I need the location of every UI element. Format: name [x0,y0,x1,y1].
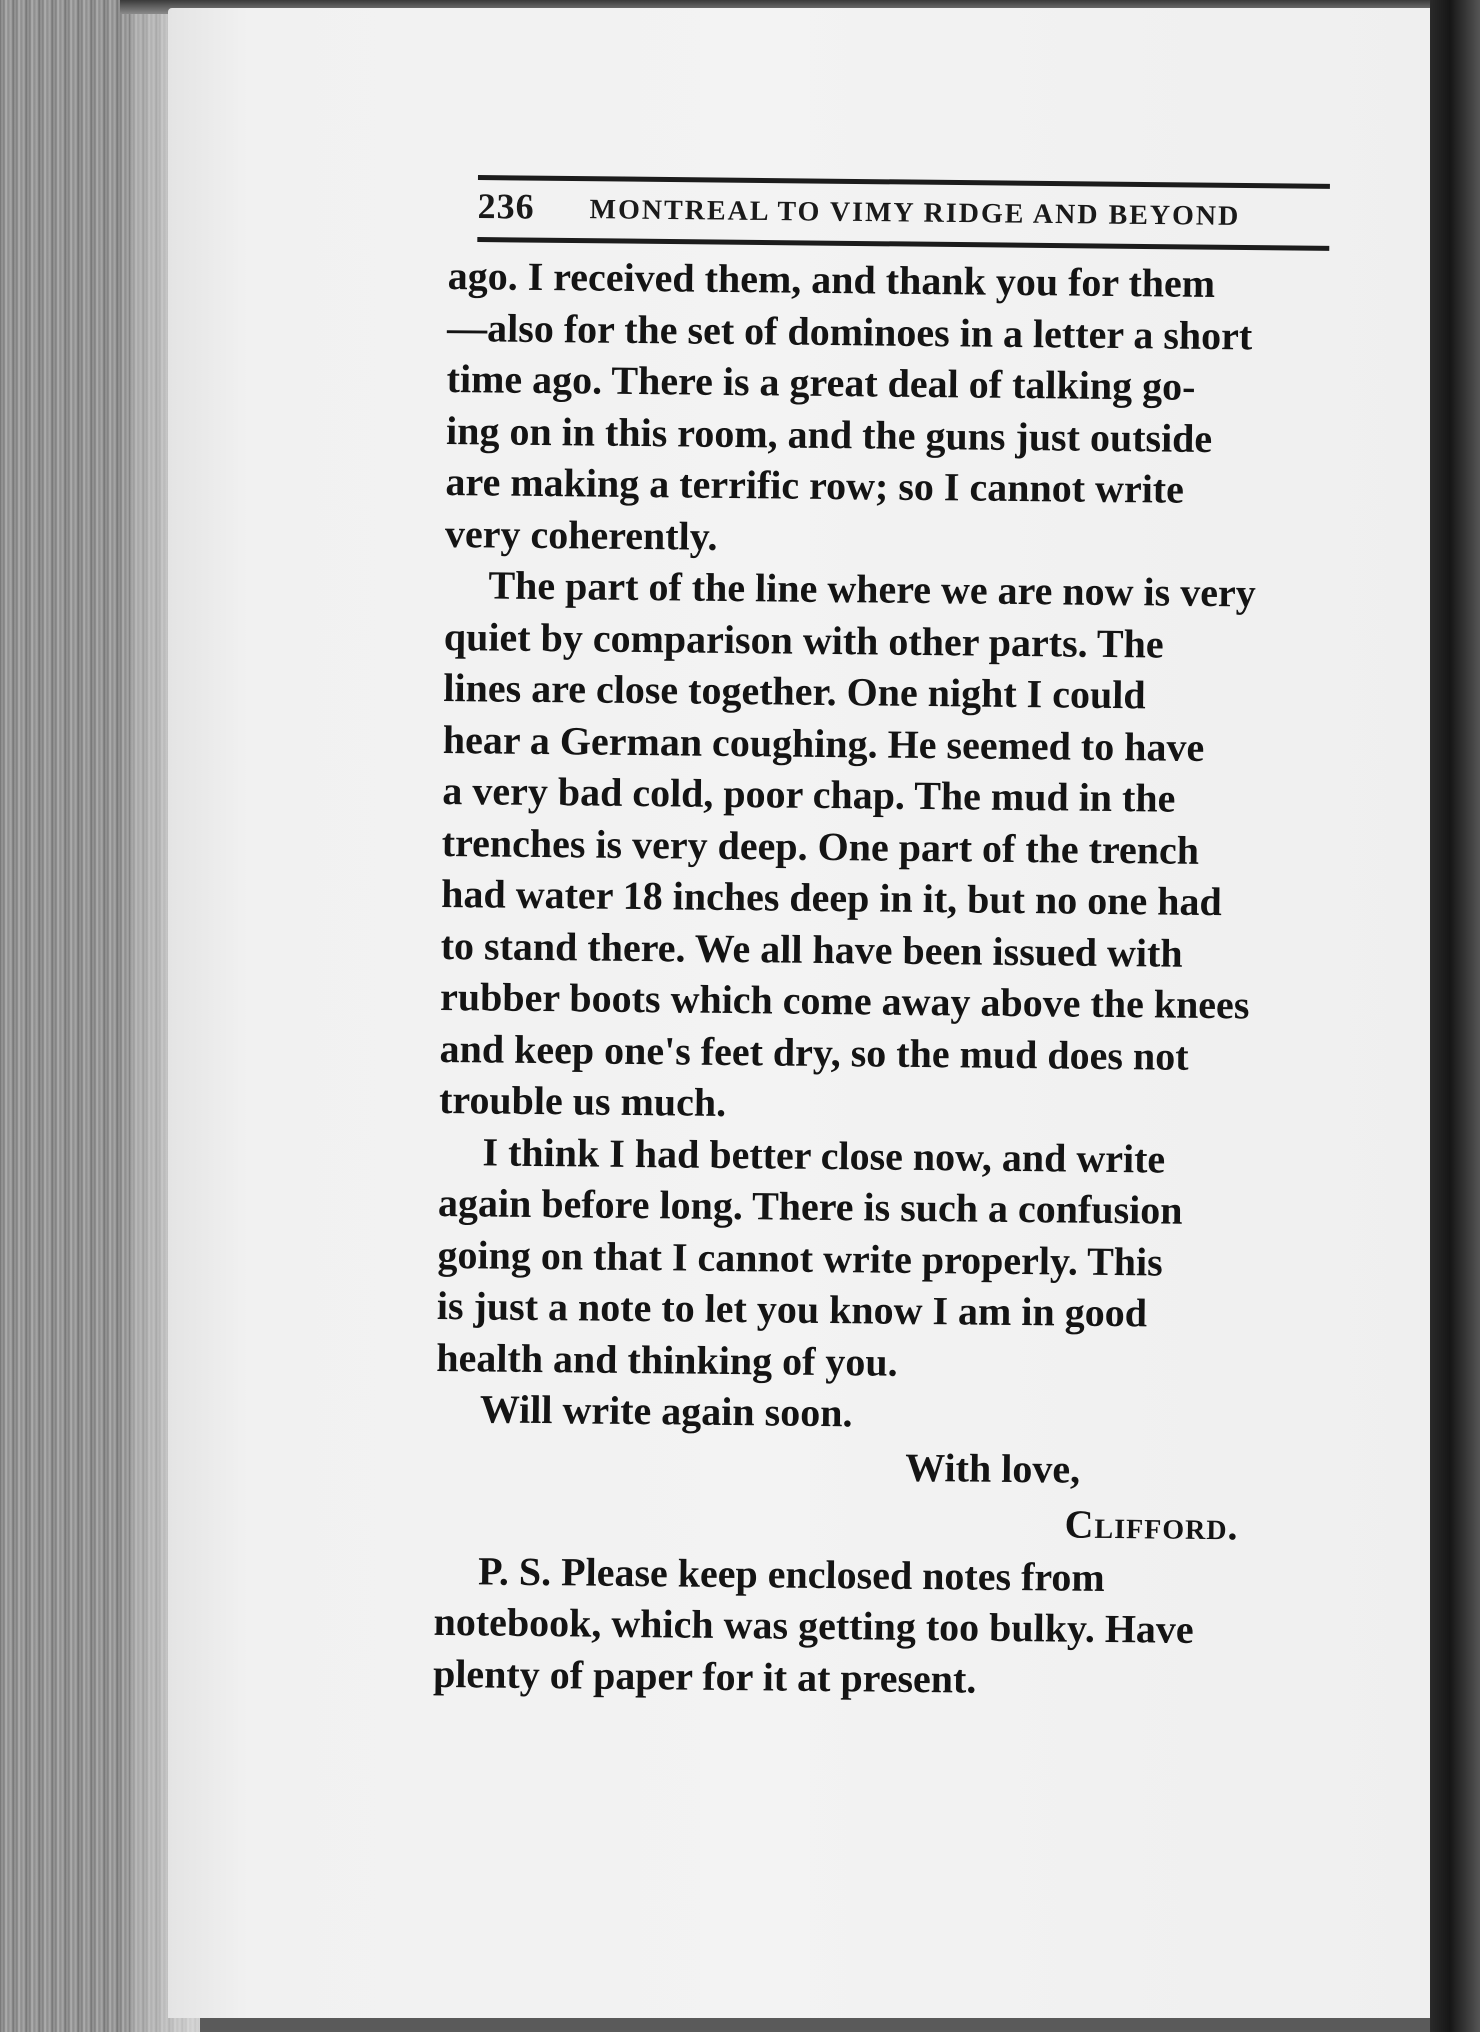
text-line: health and thinking of you. [436,1334,898,1385]
text-line: —also for the set of dominoes in a letter a short [446,304,1253,358]
page-number: 236 [477,185,535,227]
body-text [433,250,1338,1708]
paragraph [445,250,1338,568]
text-line: going on that I cannot write properly. This [437,1231,1163,1285]
postscript [433,1544,1325,1708]
text-line: hear a German coughing. He seemed to have [442,716,1205,770]
text-line: lines are close together. One night I could [443,664,1146,718]
text-line: ago. I received them, and thank you for them [447,252,1216,307]
text-line: and keep one's feet dry, so the mud does not [439,1025,1189,1079]
paragraph [436,1125,1329,1392]
text-line: again before long. There is such a confusion [437,1179,1183,1233]
running-title: MONTREAL TO VIMY RIDGE AND BEYOND [589,194,1241,232]
text-line: plenty of paper for it at present. [432,1650,977,1702]
text-line: rubber boots which come away above the knees [439,973,1250,1028]
text-line: The part of the line where we are now is very [488,562,1256,616]
text-line: trenches is very deep. One part of the trench [441,819,1200,873]
text-line: had water 18 inches deep in it, but no one had [441,870,1222,925]
signature: Clifford. [1064,1501,1239,1548]
text-line: time ago. There is a great deal of talking go- [446,355,1196,409]
text-line: quiet by comparison with other parts. The [443,613,1164,667]
text-line: Will write again soon. [479,1386,853,1436]
text-line: a very bad cold, poor chap. The mud in the [442,767,1176,821]
text-line: trouble us much. [438,1076,727,1125]
text-line: P. S. Please keep enclosed notes from [477,1547,1106,1600]
book-right-edge [1430,0,1480,2032]
closing-salutation: With love, [905,1444,1081,1492]
text-line: very coherently. [444,510,718,559]
text-line: I think I had better close now, and write [482,1128,1166,1182]
text-line: notebook, which was getting too bulky. Have [433,1598,1194,1652]
paragraph [439,559,1335,1135]
text-line: are making a terrific row; so I cannot write [445,458,1185,512]
page-header [477,175,1330,256]
paragraph [436,1383,1326,1444]
text-line: ing on in this room, and the guns just outside [445,407,1213,461]
text-line: to stand there. We all have been issued with [440,922,1183,976]
text-line: is just a note to let you know I am in good [436,1282,1148,1336]
